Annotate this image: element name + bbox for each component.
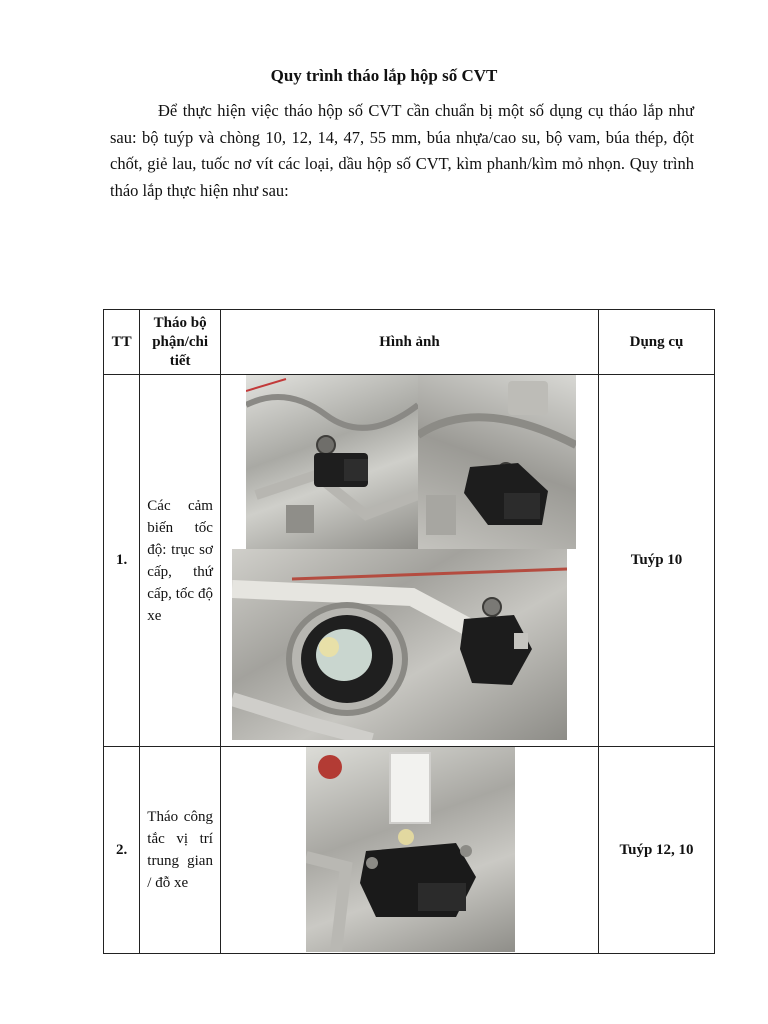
row-image-cell <box>220 747 598 954</box>
intro-paragraph: Để thực hiện việc tháo hộp số CVT cần chuẩn bị một số dụng cụ tháo lắp như sau: bộ tuýp và chòng 10, 12, 14, 47, 55 mm, búa nhựa/cao su, bộ vam, búa thép, đột chốt, giẻ lau, tuốc nơ vít các loại, dầu hộp số CVT, kìm phanh/kìm mỏ nhọn. Quy trình tháo lắp thực hiện như sau: <box>110 101 694 200</box>
header-tt: TT <box>104 310 140 375</box>
row-tool: Tuýp 10 <box>599 375 715 747</box>
row-tool: Tuýp 12, 10 <box>599 747 715 954</box>
neutral-park-switch-photo <box>306 747 515 952</box>
header-tool: Dụng cụ <box>599 310 715 375</box>
row-image-cell <box>220 375 598 747</box>
row-part-text: Tháo công tắc vị trí trung gian / đỗ xe <box>147 809 213 891</box>
table-row <box>104 747 715 954</box>
row-number: 1. <box>104 375 140 747</box>
speed-sensor-photo-left <box>246 375 418 549</box>
header-image: Hình ảnh <box>220 310 598 375</box>
header-part: Tháo bộ phận/chi tiết <box>140 310 221 375</box>
document-title: Quy trình tháo lắp hộp số CVT <box>270 66 498 85</box>
row-part-text: Các cảm biến tốc độ: trục sơ cấp, thứ cấp, tốc độ xe <box>147 497 213 624</box>
row-number: 2. <box>104 747 140 954</box>
speed-sensor-photo-right <box>418 375 576 549</box>
row-part-cell <box>140 747 221 954</box>
row-part-cell <box>140 375 221 747</box>
speed-sensor-photo-bottom <box>232 549 567 740</box>
table-row <box>104 375 715 747</box>
table-header-row <box>104 310 715 375</box>
procedure-table <box>103 309 715 954</box>
